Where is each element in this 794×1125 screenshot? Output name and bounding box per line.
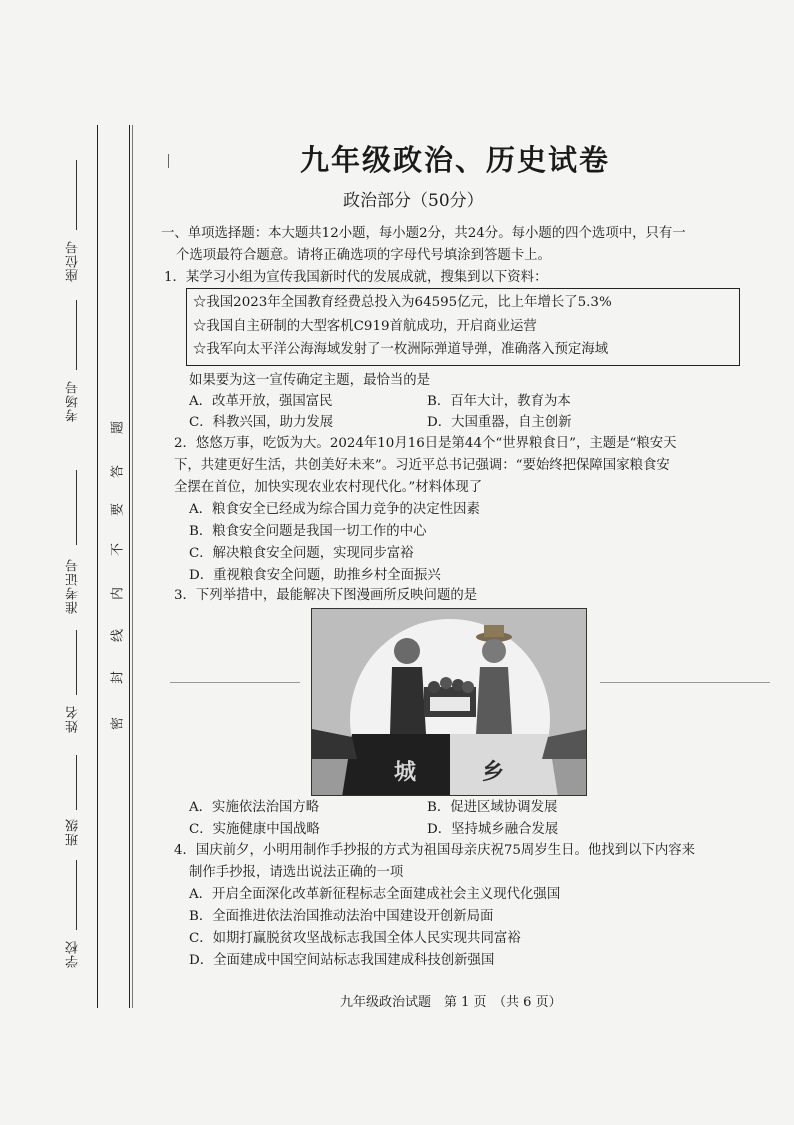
q1-material: ☆我国自主研制的大型客机C919首航成功，开启商业运营 — [193, 319, 537, 334]
q2-option-b: B．粮食安全问题是我国一切工作的中心 — [189, 524, 427, 539]
binding-line-right — [132, 125, 133, 1008]
q2-stem-cont: 下，共建更好生活，共创美好未来”。习近平总书记强调：“要始终把保障国家粮食安 — [174, 458, 670, 473]
comic-city-label: 城 — [394, 759, 417, 785]
q2-option-a: A．粮食安全已经成为综合国力竞争的决定性因素 — [189, 502, 480, 517]
class-blank — [76, 755, 77, 810]
seal-char: 密 — [110, 717, 126, 731]
q3-option-d: D．坚持城乡融合发展 — [427, 822, 559, 837]
q4-stem-cont: 制作手抄报，请选出说法正确的一项 — [189, 865, 404, 880]
seat-number-label: 座位号 — [66, 240, 81, 282]
admission-number-label: 准考证号 — [66, 558, 81, 614]
seal-char: 题 — [110, 421, 126, 435]
seal-char: 答 — [110, 465, 126, 479]
q2-option-d: D．重视粮食安全问题，助推乡村全面振兴 — [189, 568, 441, 583]
fold-mark-right — [600, 682, 770, 683]
comic-countryside-label: 乡 — [482, 759, 505, 785]
seal-char: 内 — [110, 587, 126, 601]
q1-material-box — [186, 288, 740, 366]
name-blank — [76, 630, 77, 695]
q4-option-d: D．全面建成中国空间站标志我国建成科技创新强国 — [189, 953, 495, 968]
seal-char: 线 — [110, 629, 126, 643]
q4-option-b: B．全面推进依法治国推动法治中国建设开创新局面 — [189, 909, 494, 924]
section-heading: 一、单项选择题：本大题共12小题，每小题2分，共24分。每小题的四个选项中，只有一 — [161, 226, 686, 241]
comic-illustration — [312, 609, 587, 796]
q1-option-a: A．改革开放，强国富民 — [189, 394, 333, 409]
q3-stem: 3．下列举措中，最能解决下图漫画所反映问题的是 — [174, 588, 478, 603]
page-mark — [168, 154, 169, 168]
q3-comic-image — [311, 608, 587, 796]
school-blank — [76, 860, 77, 930]
q2-stem-cont: 全摆在首位，加快实现农业农村现代化。”材料体现了 — [174, 480, 483, 495]
class-label: 班级 — [66, 818, 81, 846]
fold-mark-left — [170, 682, 300, 683]
exam-room-label: 考场号 — [66, 380, 81, 422]
name-label: 姓名 — [66, 705, 81, 733]
q2-stem: 2．悠悠万事，吃饭为大。2024年10月16日是第44个“世界粮食日”，主题是“粮安天 — [174, 436, 677, 451]
binding-line-outer — [97, 125, 98, 1008]
seal-char: 封 — [110, 671, 126, 685]
q1-material: ☆我国2023年全国教育经费总投入为64595亿元，比上年增长了5.3% — [193, 295, 612, 310]
q3-option-a: A．实施依法治国方略 — [189, 800, 320, 815]
q3-option-b: B．促进区域协调发展 — [427, 800, 558, 815]
q4-option-a: A．开启全面深化改革新征程标志全面建成社会主义现代化强国 — [189, 887, 561, 902]
q4-stem: 4．国庆前夕，小明用制作手抄报的方式为祖国母亲庆祝75周岁生日。他找到以下内容来 — [174, 843, 696, 858]
page-subtitle: 政治部分（50分） — [343, 191, 484, 211]
q4-option-c: C．如期打赢脱贫攻坚战标志我国全体人民实现共同富裕 — [189, 931, 521, 946]
q3-option-c: C．实施健康中国战略 — [189, 822, 320, 837]
page-title: 九年级政治、历史试卷 — [300, 143, 611, 177]
q1-material: ☆我军向太平洋公海海域发射了一枚洲际弹道导弹，准确落入预定海域 — [193, 342, 609, 357]
admission-number-blank — [76, 470, 77, 545]
binding-line-inner — [129, 125, 130, 1008]
page-footer: 九年级政治试题 第 1 页 （共 6 页） — [340, 995, 562, 1010]
exam-room-blank — [76, 300, 77, 370]
q1-stem: 1．某学习小组为宣传我国新时代的发展成就，搜集到以下资料： — [164, 270, 548, 285]
seat-number-blank — [76, 160, 77, 230]
q1-option-b: B．百年大计，教育为本 — [427, 394, 571, 409]
q1-option-c: C．科教兴国，助力发展 — [189, 415, 334, 430]
section-heading-cont: 个选项最符合题意。请将正确选项的字母代号填涂到答题卡上。 — [176, 248, 551, 263]
seal-char: 要 — [110, 503, 126, 517]
school-label: 学校 — [66, 940, 81, 968]
seal-char: 不 — [110, 543, 126, 557]
q1-option-d: D．大国重器，自主创新 — [427, 415, 572, 430]
q2-option-c: C．解决粮食安全问题，实现同步富裕 — [189, 546, 414, 561]
q1-question: 如果要为这一宣传确定主题，最恰当的是 — [189, 373, 431, 388]
